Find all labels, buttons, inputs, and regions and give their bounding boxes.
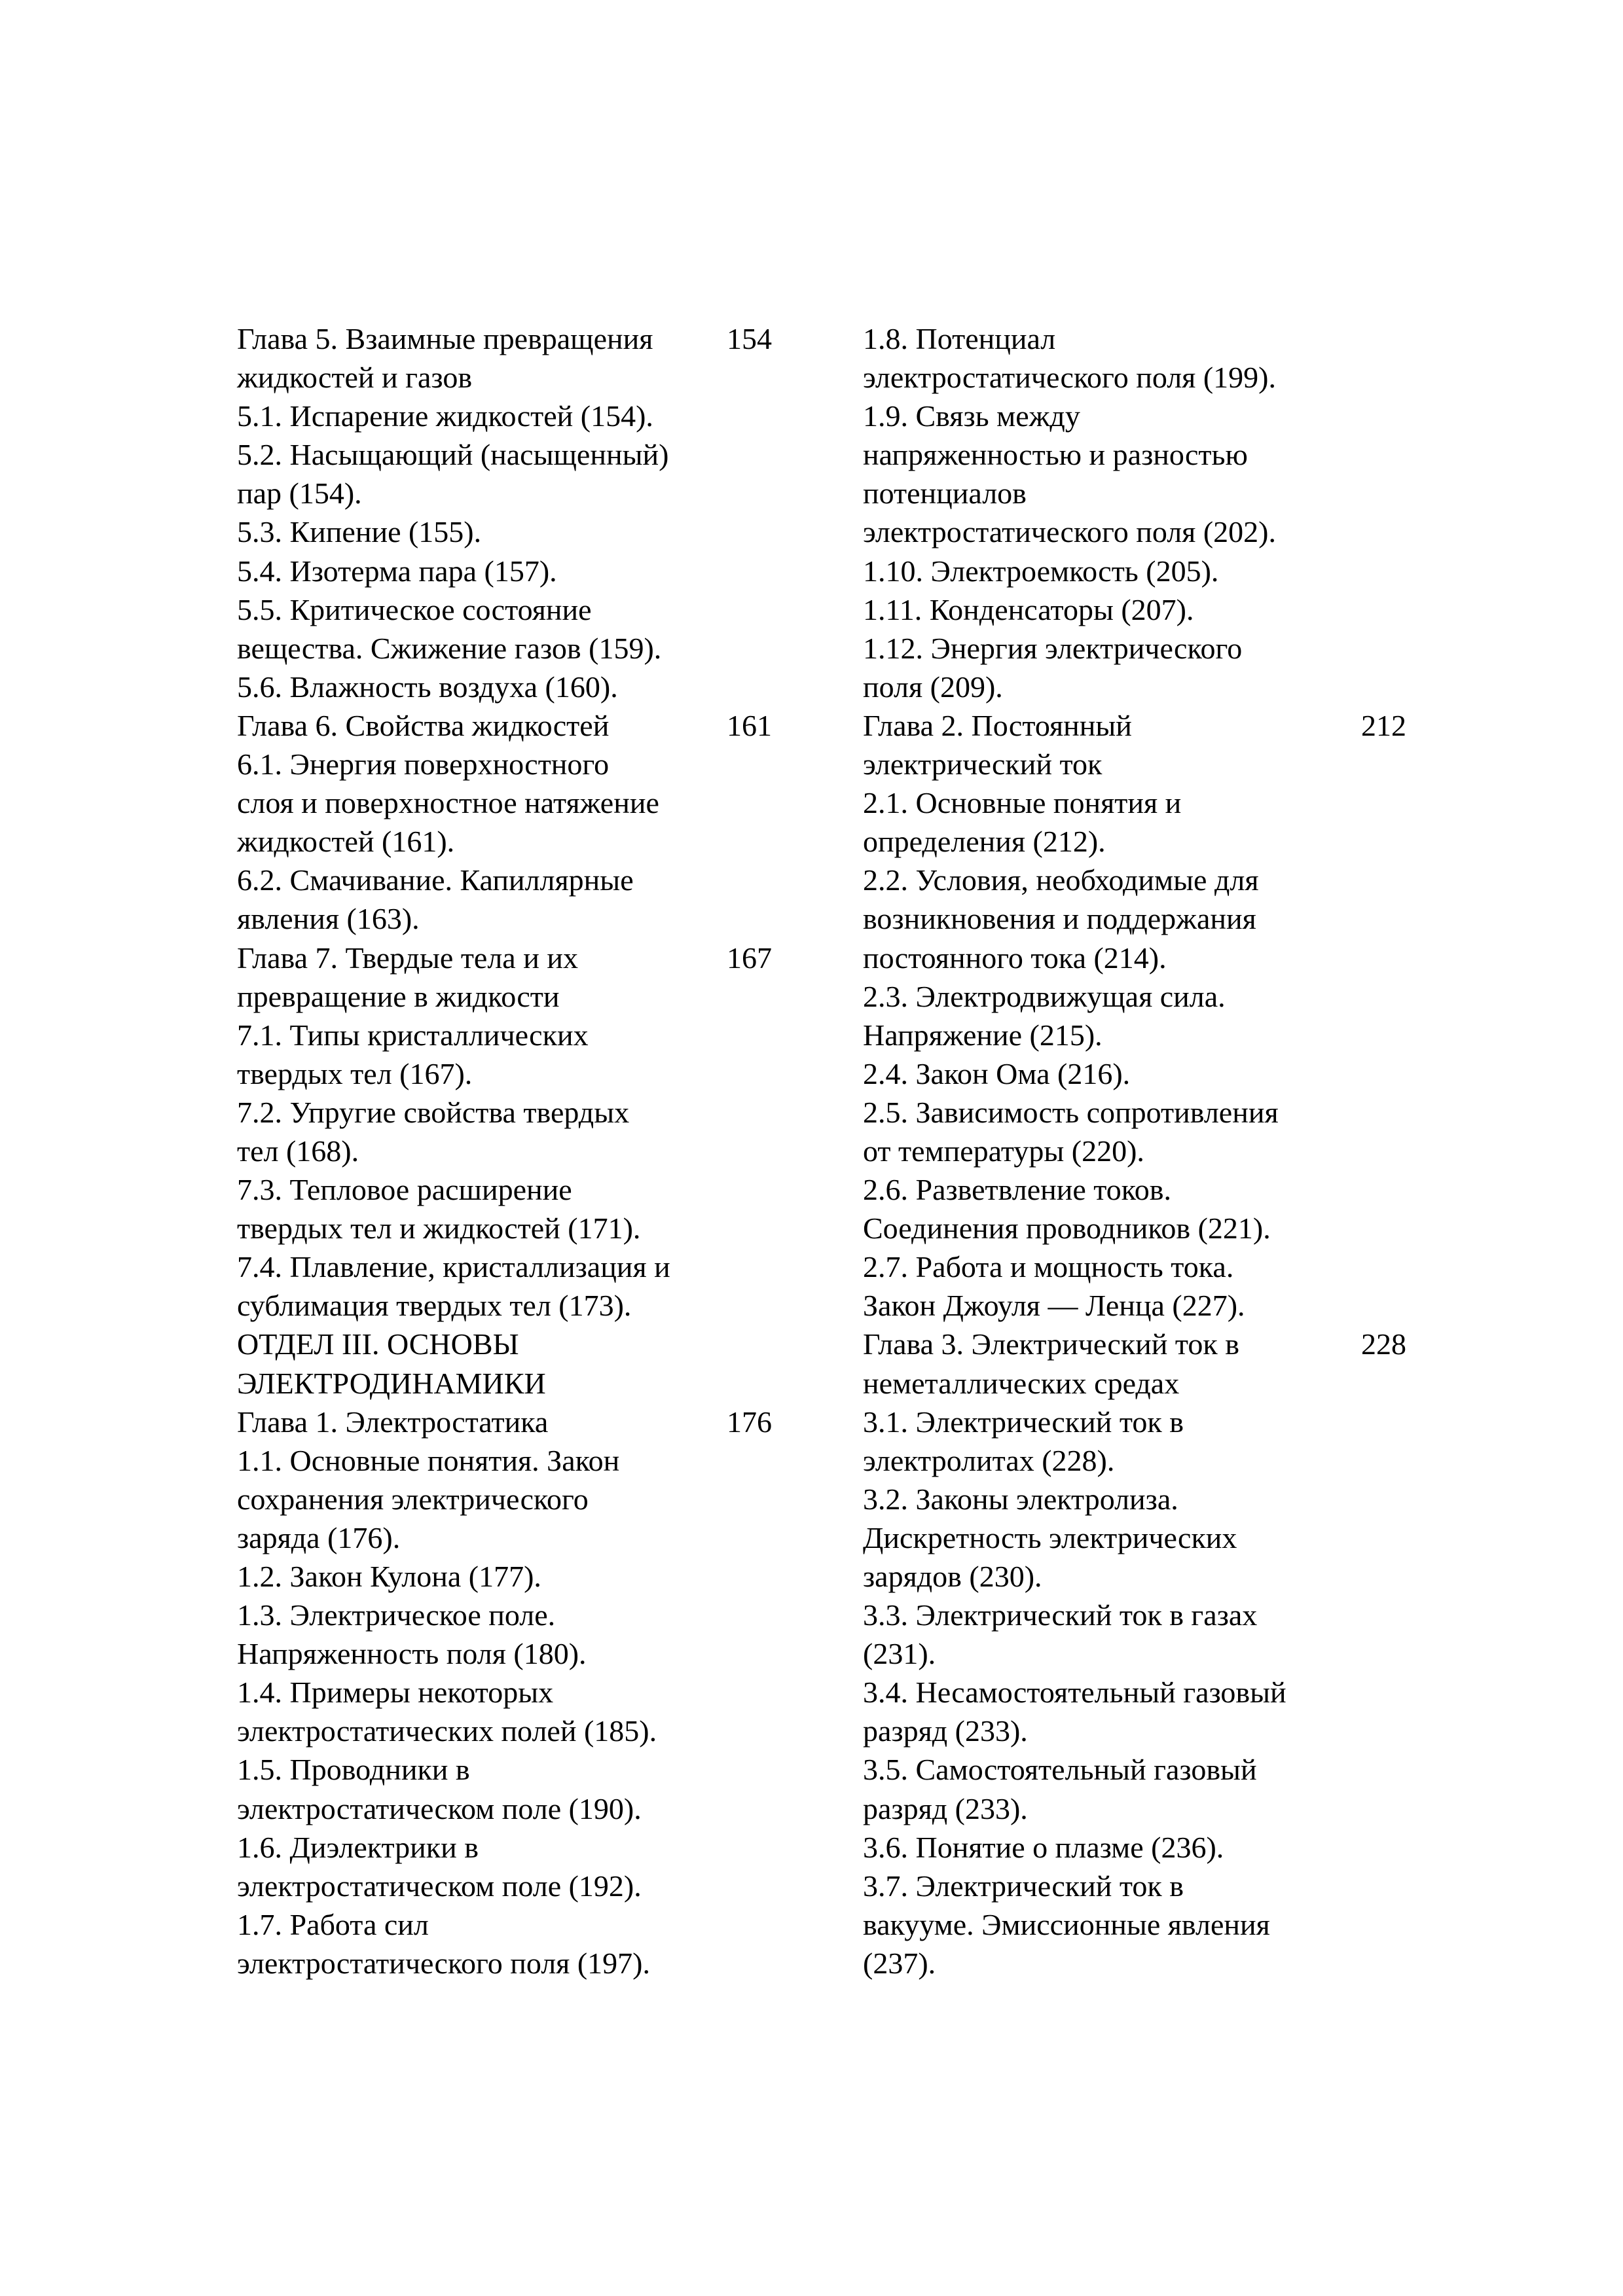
toc-entry [863,629,1452,706]
toc-entry [237,1557,892,1596]
toc-entry [237,861,892,938]
toc-entry [863,552,1452,590]
toc-section-heading [237,1325,892,1402]
toc-entry [237,939,892,1016]
toc-entry [863,861,1452,977]
toc-entry-text: 1.8. Потенциал электростатического поля (199). [863,322,1276,395]
toc-entry [237,1016,892,1093]
toc-entry [237,1596,892,1673]
toc-entry-text: 6.2. Смачивание. Капиллярные явления (163). [237,863,634,936]
toc-entry [863,319,1452,397]
toc-entry-text: 1.11. Конденсаторы (207). [863,592,1194,626]
toc-entry-text: 1.7. Работа сил электростатического поля (197). [237,1907,650,1980]
toc-entry-text: 1.2. Закон Кулона (177). [237,1560,541,1593]
toc-right-column [863,319,1452,1982]
toc-entry [863,1170,1452,1247]
toc-entry-text: 1.10. Электроемкость (205). [863,554,1219,588]
toc-entry-text: 5.4. Изотерма пара (157). [237,554,557,588]
toc-entry [237,1441,892,1557]
toc-entry-text: 3.1. Электрический ток в электролитах (228). [863,1405,1184,1477]
toc-entry-text: 5.2. Насыщающий (насыщенный) пар (154). [237,438,669,511]
toc-entry-text: 3.2. Законы электролиза. Дискретность электрических зарядов (230). [863,1482,1237,1593]
toc-entry-page: 161 [727,708,772,742]
toc-entry-page: 154 [727,322,772,355]
toc-entry [237,590,892,668]
toc-entry-text: 7.2. Упругие свойства твердых тел (168). [237,1095,630,1168]
toc-entry-page: 176 [727,1405,772,1439]
toc-entry [237,1170,892,1247]
toc-entry [863,1673,1452,1750]
toc-entry-text: 2.4. Закон Ома (216). [863,1056,1131,1090]
toc-entry [237,668,892,706]
toc-entry-text: 1.4. Примеры некоторых электростатических полей (185). [237,1676,657,1748]
toc-entry-text: Глава 5. Взаимные превращения жидкостей и газов [237,322,653,395]
toc-entry-text: 2.5. Зависимость сопротивления от температуры (220). [863,1095,1279,1168]
toc-entry-text: 5.1. Испарение жидкостей (154). [237,399,653,433]
toc-entry [863,590,1452,629]
toc-entry-text: 1.6. Диэлектрики в электростатическом поле (192). [237,1830,642,1903]
toc-entry [237,435,892,512]
toc-entry-text: 3.4. Несамостоятельный газовый разряд (233). [863,1676,1286,1748]
toc-entry [863,1054,1452,1093]
toc-entry [863,1750,1452,1827]
toc-entry-text: 3.7. Электрический ток в вакууме. Эмиссионные явления (237). [863,1869,1270,1980]
toc-entry-page: 228 [1361,1327,1406,1361]
toc-entry [237,319,892,397]
toc-entry [863,1403,1452,1480]
toc-entry-text: Глава 2. Постоянный электрический ток [863,708,1132,781]
toc-entry-text: 2.3. Электродвижущая сила. Напряжение (215). [863,979,1226,1052]
toc-entry [863,783,1452,861]
toc-entry [237,397,892,435]
toc-entry-text: 1.1. Основные понятия. Закон сохранения электрического заряда (176). [237,1443,620,1554]
toc-entry [863,1596,1452,1673]
toc-entry-text: 2.2. Условия, необходимые для возникновения и поддержания постоянного тока (214). [863,863,1259,975]
toc-entry-text: 7.1. Типы кристаллических твердых тел (167). [237,1018,589,1090]
toc-entry [237,512,892,551]
toc-left-column [237,319,892,1982]
toc-entry [237,1247,892,1325]
toc-entry-text: 5.3. Кипение (155). [237,515,482,549]
toc-entry [237,1673,892,1750]
toc-entry [863,1247,1452,1325]
toc-entry-text: Глава 3. Электрический ток в неметаллических средах [863,1327,1239,1400]
toc-entry [237,745,892,861]
toc-entry [237,1828,892,1905]
toc-entry [237,552,892,590]
toc-entry-text: 2.6. Разветвление токов. Соединения проводников (221). [863,1173,1271,1246]
toc-entry-text: 2.1. Основные понятия и определения (212). [863,786,1182,859]
toc-entry-text: 5.6. Влажность воздуха (160). [237,670,618,704]
toc-entry-text: 1.9. Связь между напряженностью и разностью потенциалов электростатического поля (202). [863,399,1276,549]
toc-entry [863,397,1452,551]
toc-entry-text: 7.3. Тепловое расширение твердых тел и жидкостей (171). [237,1173,641,1246]
toc-entry [863,1325,1452,1402]
toc-entry-text: ОТДЕЛ III. ОСНОВЫ ЭЛЕКТРОДИНАМИКИ [237,1327,546,1400]
toc-entry-text: 5.5. Критическое состояние вещества. Сжижение газов (159). [237,592,662,665]
toc-entry-page: 212 [1361,708,1406,742]
toc-entry-text: 3.5. Самостоятельный газовый разряд (233). [863,1753,1257,1825]
toc-entry [863,706,1452,783]
toc-entry-text: 2.7. Работа и мощность тока. Закон Джоуля — Ленца (227). [863,1250,1245,1323]
toc-entry [237,1403,892,1441]
toc-entry-text: Глава 7. Твердые тела и их превращение в жидкости [237,941,578,1013]
toc-entry [863,1093,1452,1170]
toc-entry [863,1867,1452,1982]
toc-entry-page: 167 [727,941,772,975]
toc-entry [863,977,1452,1054]
toc-entry-text: Глава 1. Электростатика [237,1405,549,1439]
toc-entry-text: Глава 6. Свойства жидкостей [237,708,610,742]
toc-entry [237,706,892,745]
toc-entry-text: 3.3. Электрический ток в газах (231). [863,1598,1258,1671]
toc-entry-text: 1.3. Электрическое поле. Напряженность поля (180). [237,1598,587,1671]
toc-entry [237,1093,892,1170]
toc-entry-text: 3.6. Понятие о плазме (236). [863,1830,1224,1864]
toc-entry [237,1750,892,1827]
toc-entry-text: 7.4. Плавление, кристаллизация и сублимация твердых тел (173). [237,1250,670,1323]
toc-entry [863,1828,1452,1867]
toc-entry-text: 1.5. Проводники в электростатическом поле (190). [237,1753,642,1825]
toc-entry [237,1905,892,1982]
toc-entry-text: 6.1. Энергия поверхностного слоя и поверхностное натяжение жидкостей (161). [237,747,659,859]
toc-entry [863,1480,1452,1596]
toc-entry-text: 1.12. Энергия электрического поля (209). [863,631,1243,704]
